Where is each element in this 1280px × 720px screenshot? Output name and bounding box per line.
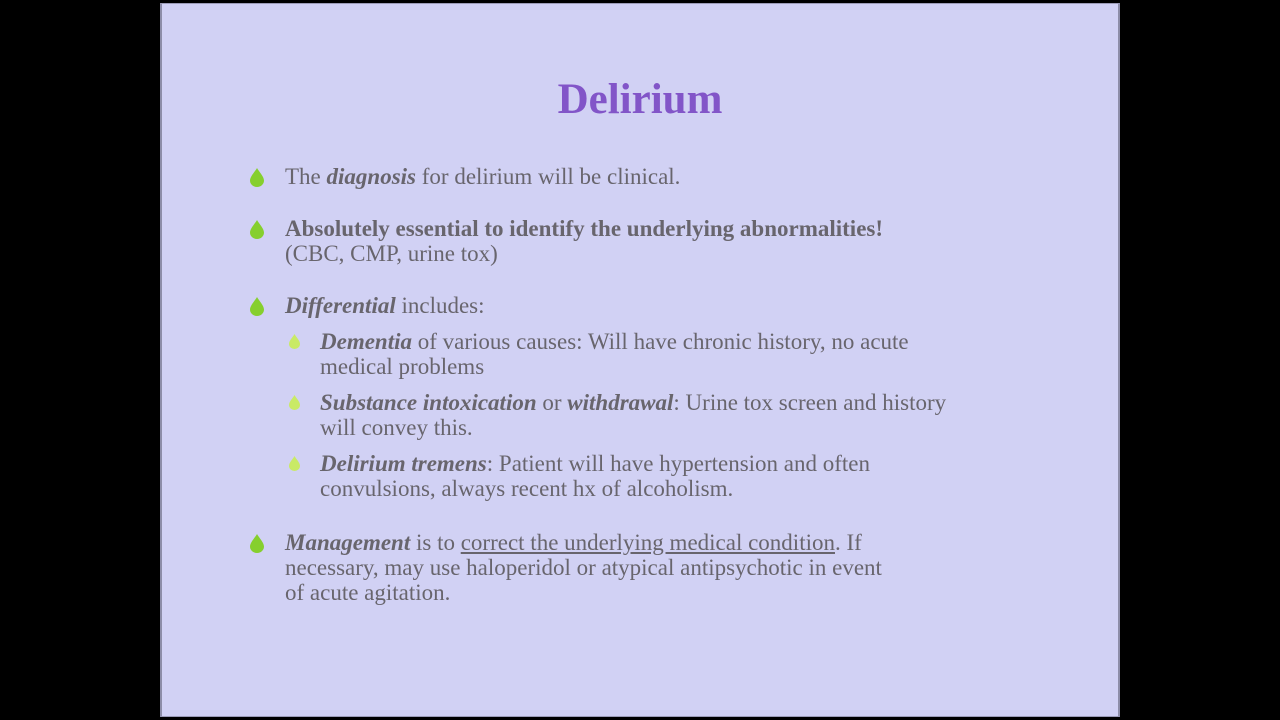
text-run: correct the underlying medical condition bbox=[460, 530, 835, 555]
text-run: withdrawal bbox=[567, 390, 674, 415]
bullet-item bbox=[162, 451, 1118, 501]
text-run: includes: bbox=[395, 293, 485, 318]
text-run: necessary, may use haloperidol or atypical antipsychotic in event bbox=[285, 555, 882, 580]
bullet-text bbox=[320, 390, 946, 440]
droplet-icon bbox=[289, 451, 320, 471]
text-run: : Urine tox screen and history bbox=[673, 390, 947, 415]
bullet-item bbox=[162, 293, 1118, 318]
text-run: Dementia bbox=[320, 329, 412, 354]
text-run: convulsions, always recent hx of alcoholism. bbox=[320, 476, 734, 501]
text-run: . If bbox=[834, 530, 862, 555]
bullet-text bbox=[285, 216, 883, 266]
droplet-icon bbox=[250, 293, 285, 316]
text-run: Delirium tremens bbox=[320, 451, 487, 476]
text-run: is to bbox=[410, 530, 461, 555]
text-run: for delirium will be clinical. bbox=[416, 164, 681, 189]
droplet-icon bbox=[289, 329, 320, 349]
droplet-icon bbox=[289, 390, 320, 410]
bullet-text bbox=[285, 164, 680, 189]
text-run: of acute agitation. bbox=[285, 580, 451, 605]
bullet-text bbox=[285, 293, 485, 318]
droplet-icon bbox=[250, 164, 285, 187]
slide-title: Delirium bbox=[557, 76, 723, 123]
bullet-item bbox=[162, 164, 1118, 189]
text-run: medical problems bbox=[320, 354, 485, 379]
text-run: Management bbox=[285, 530, 411, 555]
text-run: will convey this. bbox=[320, 415, 473, 440]
text-run: : Patient will have hypertension and often bbox=[486, 451, 871, 476]
bullet-text bbox=[285, 530, 882, 605]
text-run: diagnosis bbox=[326, 164, 416, 189]
text-run: Substance intoxication bbox=[320, 390, 537, 415]
text-run: or bbox=[536, 390, 568, 415]
bullet-text bbox=[320, 329, 909, 379]
bullet-item bbox=[162, 390, 1118, 440]
bullet-item bbox=[162, 216, 1118, 266]
text-run: Absolutely essential to identify the underlying abnormalities! bbox=[285, 216, 884, 241]
bullet-item bbox=[162, 530, 1118, 605]
droplet-icon bbox=[250, 216, 285, 239]
text-run: Differential bbox=[285, 293, 396, 318]
slide bbox=[160, 3, 1120, 717]
bullet-text bbox=[320, 451, 870, 501]
droplet-icon bbox=[250, 530, 285, 553]
slide-content bbox=[162, 164, 1118, 605]
bullet-item bbox=[162, 329, 1118, 379]
text-run: of various causes: Will have chronic history, no acute bbox=[412, 329, 909, 354]
text-run: The bbox=[285, 164, 327, 189]
text-run: (CBC, CMP, urine tox) bbox=[285, 241, 498, 266]
